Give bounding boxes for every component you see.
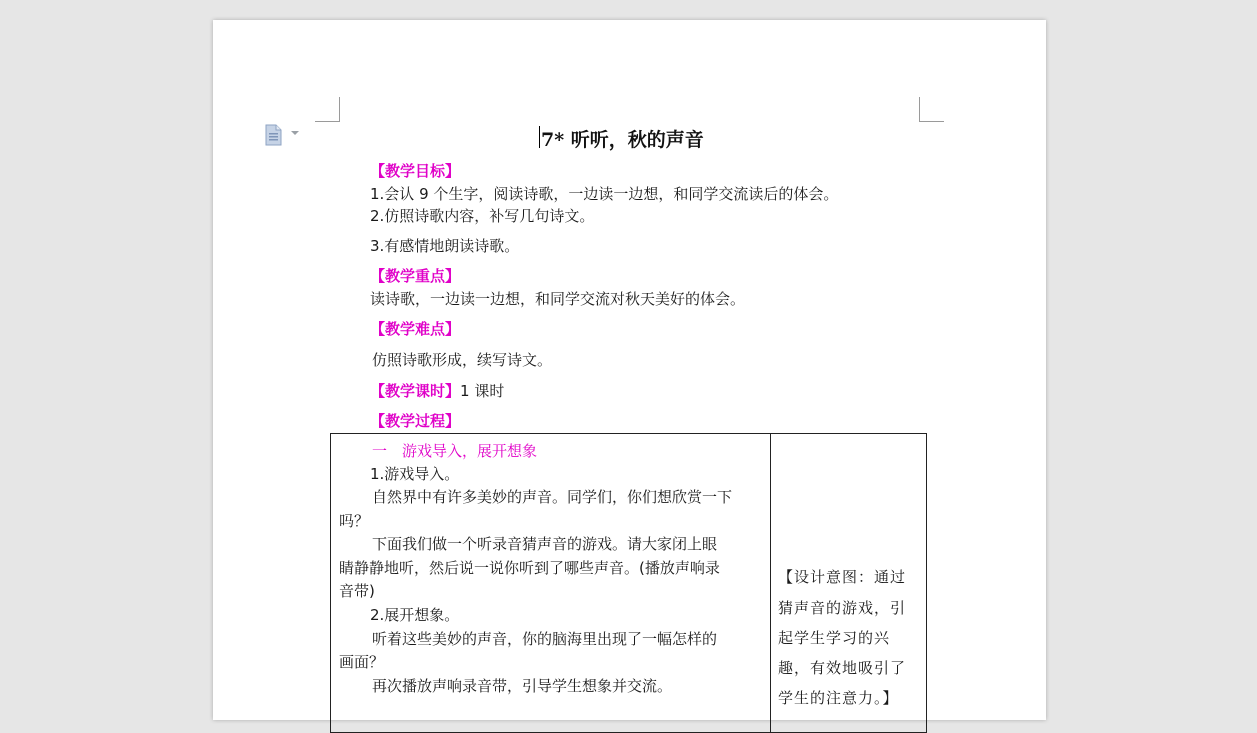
table-line: 音带) xyxy=(339,582,375,600)
table-line: 睛静静地听，然后说一说你听到了哪些声音。(播放声响录 xyxy=(339,559,720,577)
table-line: 1.游戏导入。 xyxy=(370,465,460,483)
goal-item-2: 2.仿照诗歌内容，补写几句诗文。 xyxy=(370,207,595,225)
process-heading: 【教学过程】 xyxy=(370,412,461,430)
design-note-line: 【设计意图：通过 xyxy=(778,568,907,586)
difficulty-text: 仿照诗歌形成，续写诗文。 xyxy=(372,351,553,369)
design-note-line: 趣，有效地吸引了 xyxy=(778,659,907,677)
table-line: 自然界中有许多美妙的声音。同学们，你们想欣赏一下 xyxy=(372,488,733,506)
table-column-divider xyxy=(770,433,771,733)
table-line: 下面我们做一个听录音猜声音的游戏。请大家闭上眼 xyxy=(372,535,718,553)
chevron-down-icon[interactable] xyxy=(291,131,299,135)
text-cursor xyxy=(539,126,540,148)
document-title: 7* 听听，秋的声音 xyxy=(541,129,704,151)
difficulty-heading: 【教学难点】 xyxy=(370,320,461,338)
table-line: 吗？ xyxy=(339,512,370,530)
hours-text: 1 课时 xyxy=(460,382,505,400)
design-note-line: 猜声音的游戏，引 xyxy=(778,599,907,617)
hours-heading: 【教学课时】 xyxy=(370,382,461,400)
table-section-title: 一 游戏导入，展开想象 xyxy=(372,442,538,460)
table-line: 听着这些美妙的声音，你的脑海里出现了一幅怎样的 xyxy=(372,630,718,648)
document-icon[interactable] xyxy=(263,124,285,146)
design-note-line: 起学生学习的兴 xyxy=(778,629,891,647)
margin-corner-top-right xyxy=(919,97,944,122)
goals-heading: 【教学目标】 xyxy=(370,162,461,180)
table-line: 画面？ xyxy=(339,653,385,671)
key-text: 读诗歌，一边读一边想，和同学交流对秋天美好的体会。 xyxy=(370,290,746,308)
design-note-line: 学生的注意力。】 xyxy=(778,689,899,707)
goal-item-1: 1.会认 9 个生字，阅读诗歌，一边读一边想，和同学交流读后的体会。 xyxy=(370,185,839,203)
hours-row xyxy=(370,380,504,401)
key-heading: 【教学重点】 xyxy=(370,267,461,285)
goal-item-3: 3.有感情地朗读诗歌。 xyxy=(370,237,520,255)
margin-corner-top-left xyxy=(315,97,340,122)
table-line: 再次播放声响录音带，引导学生想象并交流。 xyxy=(372,677,673,695)
table-line: 2.展开想象。 xyxy=(370,606,460,624)
